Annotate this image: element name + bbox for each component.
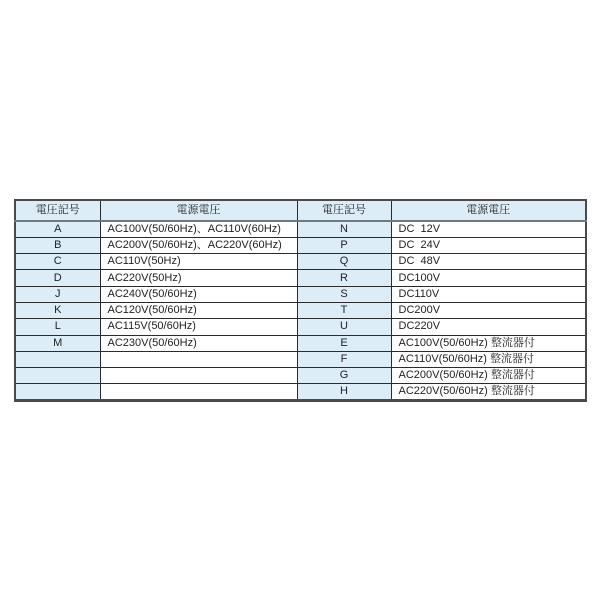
voltage-cell: AC200V(50/60Hz)、AC220V(60Hz) [100,237,297,253]
table-row [15,368,586,384]
code-cell: G [297,368,391,384]
code-cell: H [297,384,391,400]
table-row [15,286,586,302]
table-row [15,221,586,237]
voltage-cell: AC200V(50/60Hz) 整流器付 [391,368,586,384]
table-row [15,351,586,367]
code-cell: M [15,335,100,351]
voltage-cell: AC240V(50/60Hz) [100,286,297,302]
voltage-cell: DC 48V [391,254,586,270]
code-cell: E [297,335,391,351]
table-row [15,270,586,286]
voltage-cell: DC100V [391,270,586,286]
voltage-cell: AC230V(50/60Hz) [100,335,297,351]
code-cell: L [15,319,100,335]
code-cell [15,351,100,367]
voltage-cell: AC100V(50/60Hz)、AC110V(60Hz) [100,221,297,237]
header-row [15,200,586,221]
voltage-cell: DC 12V [391,221,586,237]
col-header-code-right: 電圧記号 [297,200,391,221]
code-cell: R [297,270,391,286]
voltage-cell: AC110V(50Hz) [100,254,297,270]
code-cell: U [297,319,391,335]
col-header-voltage-left: 電源電圧 [100,200,297,221]
table-body [15,221,586,400]
col-header-code-left: 電圧記号 [15,200,100,221]
code-cell: S [297,286,391,302]
voltage-cell: AC100V(50/60Hz) 整流器付 [391,335,586,351]
code-cell: F [297,351,391,367]
voltage-cell: AC220V(50/60Hz) 整流器付 [391,384,586,400]
table-row [15,384,586,400]
code-cell: D [15,270,100,286]
code-cell: A [15,221,100,237]
voltage-cell: AC115V(50/60Hz) [100,319,297,335]
table-row [15,302,586,318]
voltage-cell [100,368,297,384]
code-cell: N [297,221,391,237]
code-cell [15,368,100,384]
voltage-cell: AC110V(50/60Hz) 整流器付 [391,351,586,367]
table-row [15,319,586,335]
col-header-voltage-right: 電源電圧 [391,200,586,221]
code-cell: C [15,254,100,270]
voltage-code-table [14,199,587,402]
code-cell: J [15,286,100,302]
table-row [15,237,586,253]
table-row [15,254,586,270]
table-row [15,335,586,351]
voltage-cell: AC220V(50Hz) [100,270,297,286]
voltage-cell: AC120V(50/60Hz) [100,302,297,318]
voltage-cell [100,351,297,367]
code-cell: B [15,237,100,253]
code-cell [15,384,100,400]
voltage-cell [100,384,297,400]
code-cell: T [297,302,391,318]
code-cell: K [15,302,100,318]
voltage-cell: DC110V [391,286,586,302]
voltage-cell: DC220V [391,319,586,335]
voltage-cell: DC 24V [391,237,586,253]
voltage-cell: DC200V [391,302,586,318]
code-cell: P [297,237,391,253]
code-cell: Q [297,254,391,270]
